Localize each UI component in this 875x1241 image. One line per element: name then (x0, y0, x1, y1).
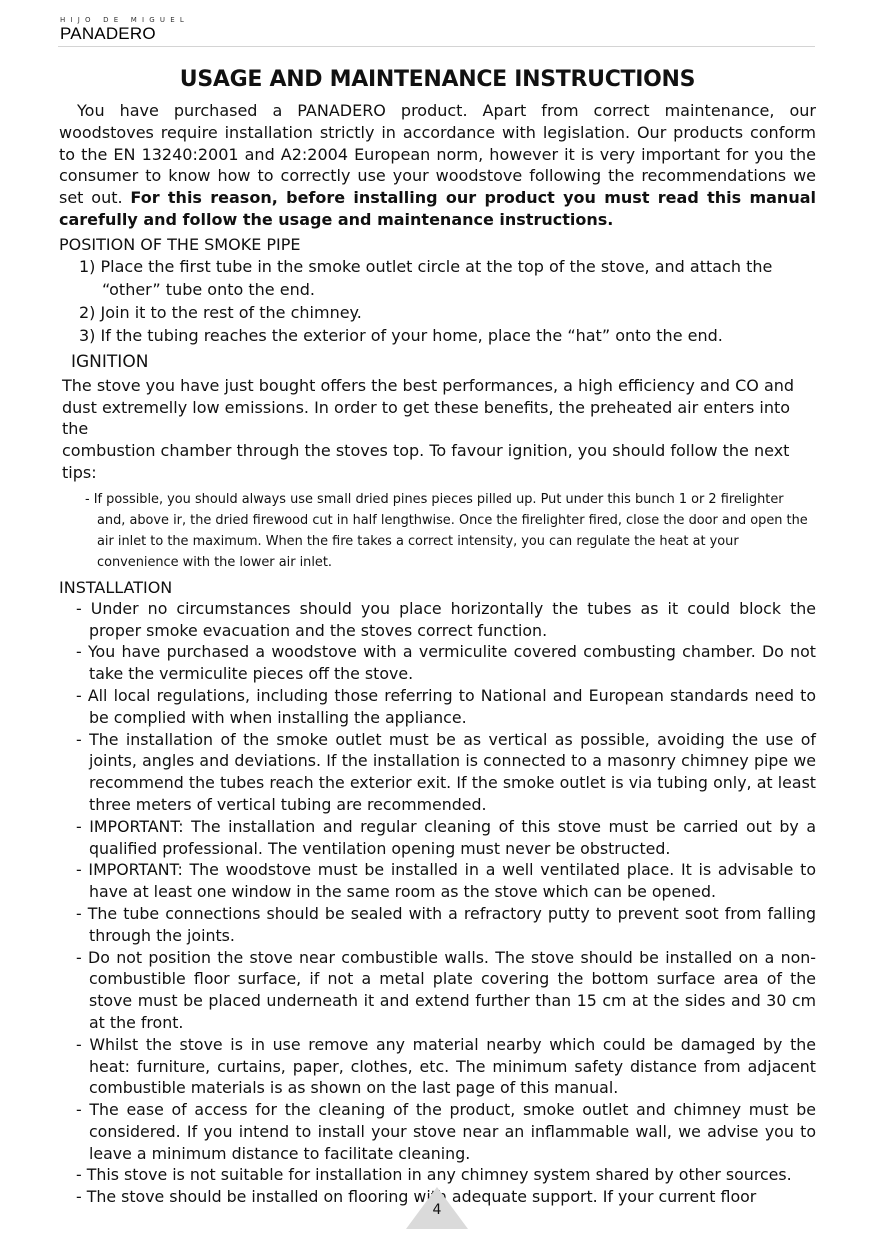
ignition-line: The stove you have just bought offers the best performances, a high efficiency and CO and (62, 375, 795, 395)
smoke-pipe-step: 1) Place the first tube in the smoke outlet circle at the top of the stove, and attach the “other” tube onto the end. (79, 256, 773, 299)
installation-heading: INSTALLATION (59, 577, 173, 597)
ignition-paragraph (62, 375, 816, 484)
smoke-pipe-step: 3) If the tubing reaches the exterior of your home, place the “hat” onto the end. (79, 325, 723, 345)
installation-item: - The ease of access for the cleaning of the product, smoke outlet and chimney must be considered. If you intend to install your stove near an inflammable wall, we advise you to leave a minimum distance to facilitate cleaning. (76, 1100, 816, 1163)
installation-item: - The tube connections should be sealed with a refractory putty to prevent soot from falling through the joints. (76, 903, 816, 945)
logo-subtitle: HIJO DE MIGUEL (60, 16, 189, 24)
installation-item: - IMPORTANT: The woodstove must be installed in a well ventilated place. It is advisable to have at least one window in the same room as the stove which can be opened. (76, 860, 816, 902)
installation-item: - IMPORTANT: The installation and regular cleaning of this stove must be carried out by a qualified professional. The ventilation opening must never be obstructed. (76, 816, 816, 858)
smoke-pipe-step: 2) Join it to the rest of the chimney. (79, 302, 362, 322)
header-divider (58, 46, 815, 47)
intro-bold-text: For this reason, before installing our product you must read this manual carefully and follow the usage and maintenance instructions. (59, 188, 816, 229)
installation-item: - Whilst the stove is in use remove any material nearby which could be damaged by the heat: furniture, curtains, paper, clothes, etc. The minimum safety distance from adjacent combustible materials is as shown on the last page of this manual. (76, 1034, 816, 1098)
installation-item: - You have purchased a woodstove with a vermiculite covered combusting chamber. Do not take the vermiculite pieces off the stove. (76, 642, 816, 684)
brand-logo (60, 16, 200, 43)
ignition-tip: - If possible, you should always use small dried pines pieces pilled up. Put under this bunch 1 or 2 firelighter and, above ir, the dried firewood cut in half lengthwise. Once the firelighter fired, close the door and open the air inlet to the maximum. When the fire takes a correct intensity, you can regulate the heat at your convenience with the lower air inlet. (85, 491, 808, 570)
document-body (59, 64, 816, 1208)
ignition-heading: IGNITION (71, 351, 149, 372)
ignition-line: combustion chamber through the stoves top. To favour ignition, you should follow the next tips: (62, 441, 790, 482)
installation-item: - The stove should be installed on flooring with adequate support. If your current floor (76, 1187, 757, 1207)
page-number: 4 (432, 1202, 442, 1218)
installation-item: - The installation of the smoke outlet must be as vertical as possible, avoiding the use of joints, angles and deviations. If the installation is connected to a masonry chimney pipe we recommend the tubes reach the exterior exit. If the smoke outlet is via tubing only, at least three meters of vertical tubing are recommended. (76, 729, 816, 814)
intro-paragraph (59, 100, 816, 231)
installation-item: - Under no circumstances should you place horizontally the tubes as it could block the proper smoke evacuation and the stoves correct function. (76, 598, 816, 640)
ignition-line: dust extremelly low emissions. In order to get these benefits, the preheated air enters into the (62, 397, 791, 439)
smoke-pipe-heading: POSITION OF THE SMOKE PIPE (59, 234, 301, 254)
installation-item: - This stove is not suitable for installation in any chimney system shared by other sources. (76, 1165, 792, 1185)
installation-item: - Do not position the stove near combustible walls. The stove should be installed on a non-combustible floor surface, if not a metal plate covering the bottom surface area of the stove must be placed underneath it and extend further than 15 cm at the sides and 30 cm at the front. (76, 947, 816, 1032)
installation-item: - All local regulations, including those referring to National and European standards need to be complied with when installing the appliance. (76, 685, 816, 727)
logo-name: PANADERO (60, 24, 156, 43)
intro-text: You have purchased a PANADERO product. Apart from correct maintenance, our woodstoves require installation strictly in accordance with legislation. Our products conform to the EN 13240:2001 and A2:2004 European norm, however it is very important for you the consumer to know how to correctly use your woodstove following the recommendations we set out. (59, 101, 816, 208)
page-title: USAGE AND MAINTENANCE INSTRUCTIONS (179, 67, 696, 92)
